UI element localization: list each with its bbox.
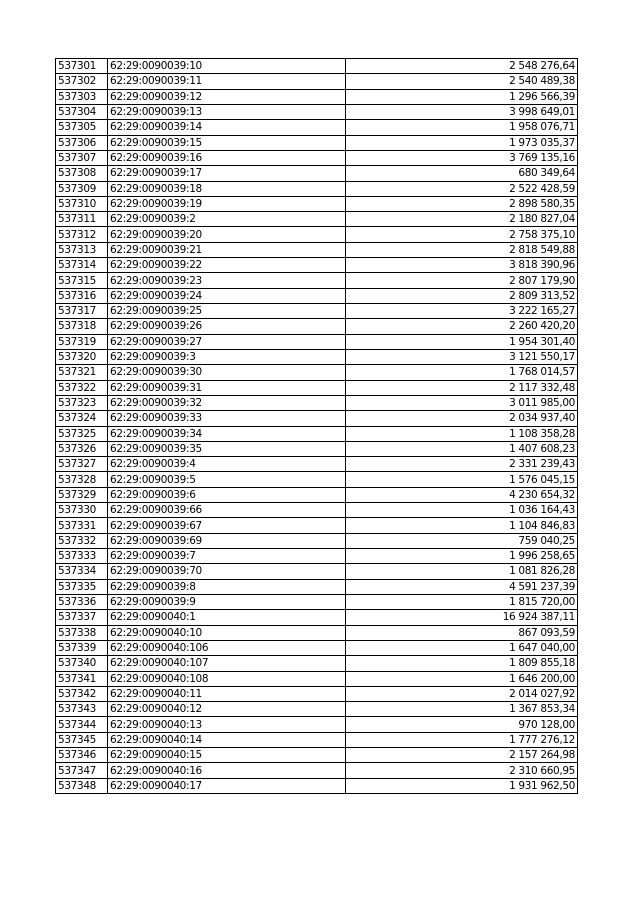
cadastral-number-cell: 62:29:0090039:22	[108, 258, 346, 273]
cadastral-value-cell: 2 034 937,40	[346, 411, 578, 426]
table-row	[56, 334, 578, 349]
row-number-cell: 537313	[56, 242, 108, 257]
table-row	[56, 380, 578, 395]
table-row	[56, 702, 578, 717]
cadastral-value-cell: 1 367 853,34	[346, 702, 578, 717]
row-number-cell: 537344	[56, 717, 108, 732]
row-number-cell: 537308	[56, 166, 108, 181]
cadastral-number-cell: 62:29:0090040:11	[108, 686, 346, 701]
cadastral-number-cell: 62:29:0090039:24	[108, 288, 346, 303]
table-row	[56, 518, 578, 533]
cadastral-number-cell: 62:29:0090039:13	[108, 104, 346, 119]
cadastral-value-cell: 1 815 720,00	[346, 594, 578, 609]
table-row	[56, 120, 578, 135]
cadastral-number-cell: 62:29:0090039:2	[108, 212, 346, 227]
cadastral-value-cell: 1 996 258,65	[346, 549, 578, 564]
cadastral-value-cell: 1 036 164,43	[346, 503, 578, 518]
row-number-cell: 537323	[56, 395, 108, 410]
cadastral-number-cell: 62:29:0090039:7	[108, 549, 346, 564]
row-number-cell: 537318	[56, 319, 108, 334]
row-number-cell: 537312	[56, 227, 108, 242]
cadastral-value-cell: 1 647 040,00	[346, 640, 578, 655]
row-number-cell: 537305	[56, 120, 108, 135]
cadastral-number-cell: 62:29:0090039:12	[108, 89, 346, 104]
cadastral-number-cell: 62:29:0090039:14	[108, 120, 346, 135]
row-number-cell: 537307	[56, 150, 108, 165]
table-row	[56, 227, 578, 242]
table-row	[56, 748, 578, 763]
cadastral-number-cell: 62:29:0090039:17	[108, 166, 346, 181]
cadastral-value-cell: 759 040,25	[346, 533, 578, 548]
table-row	[56, 288, 578, 303]
row-number-cell: 537325	[56, 426, 108, 441]
cadastral-value-cell: 2 540 489,38	[346, 74, 578, 89]
row-number-cell: 537346	[56, 748, 108, 763]
cadastral-number-cell: 62:29:0090039:34	[108, 426, 346, 441]
cadastral-value-cell: 1 958 076,71	[346, 120, 578, 135]
cadastral-value-cell: 1 108 358,28	[346, 426, 578, 441]
table-row	[56, 656, 578, 671]
cadastral-number-cell: 62:29:0090040:17	[108, 778, 346, 793]
cadastral-value-cell: 1 809 855,18	[346, 656, 578, 671]
row-number-cell: 537340	[56, 656, 108, 671]
row-number-cell: 537337	[56, 610, 108, 625]
cadastral-value-cell: 3 818 390,96	[346, 258, 578, 273]
row-number-cell: 537331	[56, 518, 108, 533]
row-number-cell: 537324	[56, 411, 108, 426]
row-number-cell: 537306	[56, 135, 108, 150]
cadastral-value-cell: 1 407 608,23	[346, 441, 578, 456]
cadastral-number-cell: 62:29:0090039:11	[108, 74, 346, 89]
row-number-cell: 537304	[56, 104, 108, 119]
cadastral-value-cell: 970 128,00	[346, 717, 578, 732]
cadastral-value-cell: 3 121 550,17	[346, 349, 578, 364]
cadastral-number-cell: 62:29:0090039:3	[108, 349, 346, 364]
cadastral-number-cell: 62:29:0090040:10	[108, 625, 346, 640]
cadastral-number-cell: 62:29:0090039:21	[108, 242, 346, 257]
cadastral-value-cell: 2 898 580,35	[346, 196, 578, 211]
cadastral-number-cell: 62:29:0090040:1	[108, 610, 346, 625]
row-number-cell: 537315	[56, 273, 108, 288]
table-row	[56, 441, 578, 456]
row-number-cell: 537326	[56, 441, 108, 456]
table-row	[56, 533, 578, 548]
cadastral-number-cell: 62:29:0090039:18	[108, 181, 346, 196]
row-number-cell: 537329	[56, 487, 108, 502]
row-number-cell: 537333	[56, 549, 108, 564]
cadastral-value-cell: 2 180 827,04	[346, 212, 578, 227]
table-row	[56, 763, 578, 778]
row-number-cell: 537347	[56, 763, 108, 778]
row-number-cell: 537343	[56, 702, 108, 717]
table-row	[56, 104, 578, 119]
table-row	[56, 640, 578, 655]
cadastral-number-cell: 62:29:0090040:106	[108, 640, 346, 655]
cadastral-number-cell: 62:29:0090039:20	[108, 227, 346, 242]
table-row	[56, 304, 578, 319]
table-row	[56, 579, 578, 594]
table-body	[56, 59, 578, 794]
table-row	[56, 212, 578, 227]
row-number-cell: 537310	[56, 196, 108, 211]
row-number-cell: 537311	[56, 212, 108, 227]
table-row	[56, 487, 578, 502]
table-row	[56, 671, 578, 686]
row-number-cell: 537330	[56, 503, 108, 518]
table-row	[56, 426, 578, 441]
table-row	[56, 196, 578, 211]
table-row	[56, 242, 578, 257]
cadastral-number-cell: 62:29:0090039:35	[108, 441, 346, 456]
cadastral-number-cell: 62:29:0090039:26	[108, 319, 346, 334]
cadastral-value-cell: 16 924 387,11	[346, 610, 578, 625]
cadastral-value-cell: 2 331 239,43	[346, 457, 578, 472]
table-row	[56, 686, 578, 701]
cadastral-number-cell: 62:29:0090039:23	[108, 273, 346, 288]
cadastral-number-cell: 62:29:0090039:15	[108, 135, 346, 150]
cadastral-value-cell: 3 998 649,01	[346, 104, 578, 119]
cadastral-number-cell: 62:29:0090039:9	[108, 594, 346, 609]
table-row	[56, 610, 578, 625]
table-row	[56, 273, 578, 288]
cadastral-number-cell: 62:29:0090039:6	[108, 487, 346, 502]
table-row	[56, 503, 578, 518]
cadastral-value-table	[55, 58, 578, 794]
cadastral-number-cell: 62:29:0090039:31	[108, 380, 346, 395]
table-row	[56, 732, 578, 747]
cadastral-value-cell: 2 548 276,64	[346, 59, 578, 74]
row-number-cell: 537339	[56, 640, 108, 655]
cadastral-number-cell: 62:29:0090039:8	[108, 579, 346, 594]
cadastral-number-cell: 62:29:0090039:16	[108, 150, 346, 165]
cadastral-number-cell: 62:29:0090040:14	[108, 732, 346, 747]
cadastral-value-cell: 3 769 135,16	[346, 150, 578, 165]
cadastral-number-cell: 62:29:0090039:33	[108, 411, 346, 426]
cadastral-value-cell: 3 011 985,00	[346, 395, 578, 410]
table-row	[56, 472, 578, 487]
row-number-cell: 537316	[56, 288, 108, 303]
cadastral-value-cell: 1 104 846,83	[346, 518, 578, 533]
cadastral-number-cell: 62:29:0090039:27	[108, 334, 346, 349]
cadastral-number-cell: 62:29:0090040:12	[108, 702, 346, 717]
row-number-cell: 537336	[56, 594, 108, 609]
cadastral-value-cell: 680 349,64	[346, 166, 578, 181]
cadastral-value-cell: 2 014 027,92	[346, 686, 578, 701]
cadastral-number-cell: 62:29:0090039:70	[108, 564, 346, 579]
table-row	[56, 395, 578, 410]
row-number-cell: 537301	[56, 59, 108, 74]
cadastral-number-cell: 62:29:0090039:66	[108, 503, 346, 518]
table-row	[56, 365, 578, 380]
table-row	[56, 625, 578, 640]
table-row	[56, 181, 578, 196]
row-number-cell: 537317	[56, 304, 108, 319]
cadastral-value-cell: 2 818 549,88	[346, 242, 578, 257]
cadastral-value-cell: 1 576 045,15	[346, 472, 578, 487]
cadastral-value-cell: 4 230 654,32	[346, 487, 578, 502]
cadastral-number-cell: 62:29:0090039:30	[108, 365, 346, 380]
table-row	[56, 59, 578, 74]
cadastral-value-cell: 2 758 375,10	[346, 227, 578, 242]
row-number-cell: 537348	[56, 778, 108, 793]
cadastral-number-cell: 62:29:0090040:13	[108, 717, 346, 732]
cadastral-number-cell: 62:29:0090039:25	[108, 304, 346, 319]
row-number-cell: 537328	[56, 472, 108, 487]
cadastral-number-cell: 62:29:0090040:15	[108, 748, 346, 763]
row-number-cell: 537335	[56, 579, 108, 594]
table-row	[56, 594, 578, 609]
cadastral-value-cell: 1 646 200,00	[346, 671, 578, 686]
row-number-cell: 537341	[56, 671, 108, 686]
cadastral-value-cell: 1 954 301,40	[346, 334, 578, 349]
cadastral-value-cell: 2 807 179,90	[346, 273, 578, 288]
row-number-cell: 537309	[56, 181, 108, 196]
table-row	[56, 89, 578, 104]
cadastral-number-cell: 62:29:0090040:108	[108, 671, 346, 686]
cadastral-value-cell: 1 931 962,50	[346, 778, 578, 793]
table-row	[56, 349, 578, 364]
table-row	[56, 74, 578, 89]
cadastral-number-cell: 62:29:0090039:10	[108, 59, 346, 74]
cadastral-number-cell: 62:29:0090039:5	[108, 472, 346, 487]
table-row	[56, 166, 578, 181]
row-number-cell: 537345	[56, 732, 108, 747]
row-number-cell: 537303	[56, 89, 108, 104]
row-number-cell: 537322	[56, 380, 108, 395]
cadastral-value-cell: 2 117 332,48	[346, 380, 578, 395]
cadastral-value-cell: 3 222 165,27	[346, 304, 578, 319]
cadastral-number-cell: 62:29:0090039:32	[108, 395, 346, 410]
cadastral-number-cell: 62:29:0090039:67	[108, 518, 346, 533]
cadastral-number-cell: 62:29:0090039:19	[108, 196, 346, 211]
row-number-cell: 537314	[56, 258, 108, 273]
row-number-cell: 537332	[56, 533, 108, 548]
cadastral-value-cell: 1 081 826,28	[346, 564, 578, 579]
cadastral-value-cell: 1 768 014,57	[346, 365, 578, 380]
cadastral-number-cell: 62:29:0090039:69	[108, 533, 346, 548]
row-number-cell: 537334	[56, 564, 108, 579]
table-row	[56, 549, 578, 564]
row-number-cell: 537321	[56, 365, 108, 380]
table-row	[56, 778, 578, 793]
row-number-cell: 537327	[56, 457, 108, 472]
row-number-cell: 537342	[56, 686, 108, 701]
cadastral-number-cell: 62:29:0090040:107	[108, 656, 346, 671]
table-row	[56, 135, 578, 150]
table-row	[56, 319, 578, 334]
cadastral-value-cell: 867 093,59	[346, 625, 578, 640]
table-row	[56, 411, 578, 426]
cadastral-number-cell: 62:29:0090039:4	[108, 457, 346, 472]
cadastral-number-cell: 62:29:0090040:16	[108, 763, 346, 778]
cadastral-value-cell: 2 809 313,52	[346, 288, 578, 303]
table-row	[56, 150, 578, 165]
row-number-cell: 537338	[56, 625, 108, 640]
cadastral-value-cell: 2 157 264,98	[346, 748, 578, 763]
table-row	[56, 258, 578, 273]
cadastral-value-cell: 2 522 428,59	[346, 181, 578, 196]
row-number-cell: 537319	[56, 334, 108, 349]
cadastral-value-cell: 1 777 276,12	[346, 732, 578, 747]
cadastral-value-cell: 2 260 420,20	[346, 319, 578, 334]
row-number-cell: 537320	[56, 349, 108, 364]
table-row	[56, 717, 578, 732]
cadastral-value-cell: 1 296 566,39	[346, 89, 578, 104]
table-row	[56, 564, 578, 579]
cadastral-value-cell: 1 973 035,37	[346, 135, 578, 150]
cadastral-value-cell: 4 591 237,39	[346, 579, 578, 594]
row-number-cell: 537302	[56, 74, 108, 89]
cadastral-value-cell: 2 310 660,95	[346, 763, 578, 778]
table-row	[56, 457, 578, 472]
